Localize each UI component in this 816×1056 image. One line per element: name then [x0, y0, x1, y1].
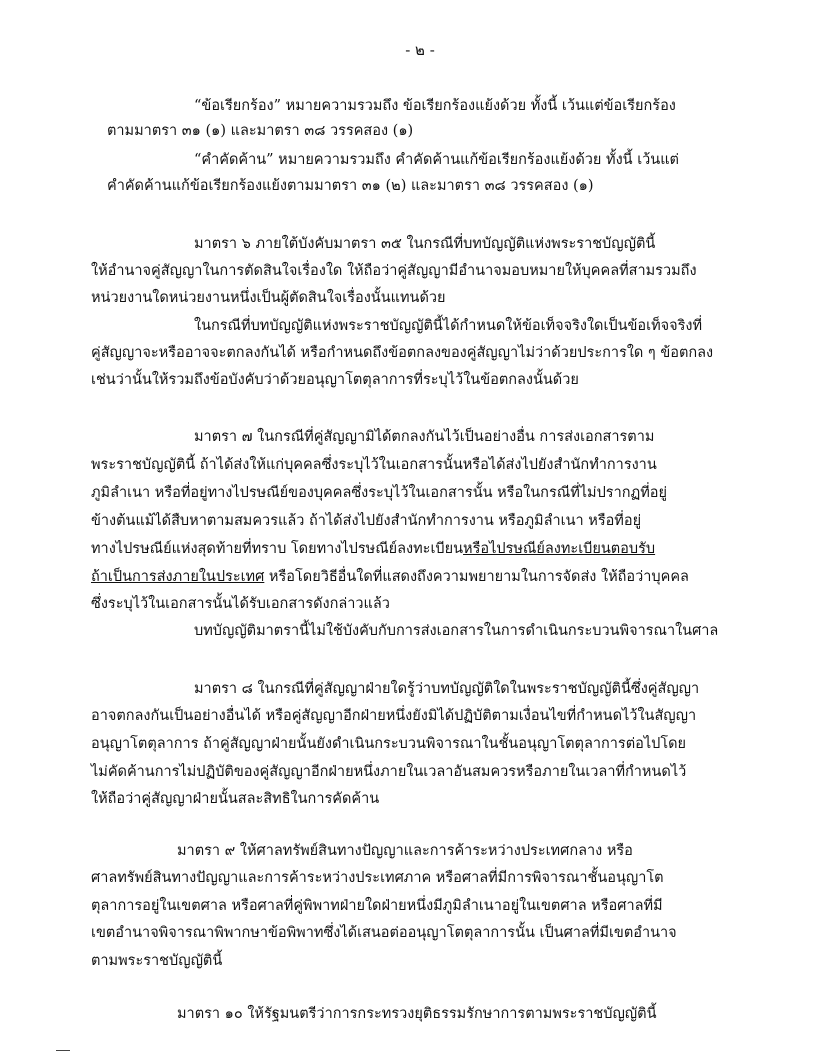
section-6-line-3: หน่วยงานใดหน่วยงานหนึ่งเป็นผู้ตัดสินใจเรื่องนั้นแทนด้วย	[91, 290, 446, 306]
section-8-line-5: ให้ถือว่าคู่สัญญาฝ่ายนั้นสละสิทธิในการคัดค้าน	[91, 791, 380, 807]
section-6-para-2-line-2: คู่สัญญาจะหรืออาจจะตกลงกันได้ หรือกำหนดถึงข้อตกลงของคู่สัญญาไม่ว่าด้วยประการใด ๆ ข้อตกลง	[91, 345, 714, 361]
section-9-line-3: ตุลาการอยู่ในเขตศาล หรือศาลที่คู่พิพาทฝ่ายใดฝ่ายหนึ่งมีภูมิลำเนาอยู่ในเขตศาล หรือศาลที่มี	[91, 898, 663, 914]
definition-objection-line-1: “คำคัดค้าน” หมายความรวมถึง คำคัดค้านแก้ข้อเรียกร้องแย้งด้วย ทั้งนี้ เว้นแต่	[194, 152, 679, 168]
page-number: - ๒ -	[405, 41, 435, 59]
section-9-line-5: ตามพระราชบัญญัตินี้	[91, 953, 223, 969]
section-6-line-1: มาตรา ๖ ภายใต้บังคับมาตรา ๓๕ ในกรณีที่บทบัญญัติแห่งพระราชบัญญัตินี้	[194, 236, 656, 252]
section-7-line-3: ภูมิลำเนา หรือที่อยู่ทางไปรษณีย์ของบุคคลซึ่งระบุไว้ในเอกสารนั้น หรือในกรณีที่ไม่ปรากฏที่อยู่	[91, 485, 668, 501]
section-7-line-7: ซึ่งระบุไว้ในเอกสารนั้นได้รับเอกสารดังกล่าวแล้ว	[91, 596, 390, 612]
section-6-para-2-line-3: เช่นว่านั้นให้รวมถึงข้อบังคับว่าด้วยอนุญาโตตุลาการที่ระบุไว้ในข้อตกลงนั้นด้วย	[91, 372, 579, 388]
section-7-line-6	[91, 567, 689, 587]
section-7-line-2: พระราชบัญญัตินี้ ถ้าได้ส่งให้แก่บุคคลซึ่งระบุไว้ในเอกสารนั้นหรือได้ส่งไปยังสำนักทำการงาน	[91, 457, 657, 473]
amendment-underlined-text: หรือไปรษณีย์ลงทะเบียนตอบรับ	[463, 541, 656, 557]
section-7-para-2: บทบัญญัติมาตรานี้ไม่ใช้บังคับกับการส่งเอกสารในการดำเนินกระบวนพิจารณาในศาล	[194, 623, 719, 639]
section-7-line-5-text: ทางไปรษณีย์แห่งสุดท้ายที่ทราบ โดยทางไปรษณีย์ลงทะเบียน	[91, 541, 464, 557]
section-9-line-4: เขตอำนาจพิจารณาพิพากษาข้อพิพาทซึ่งได้เสนอต่ออนุญาโตตุลาการนั้น เป็นศาลที่มีเขตอำนาจ	[91, 925, 677, 941]
section-9-line-2: ศาลทรัพย์สินทางปัญญาและการค้าระหว่างประเทศภาค หรือศาลที่มีการพิจารณาชั้นอนุญาโต	[91, 870, 664, 886]
amendment-underlined-text-2: ถ้าเป็นการส่งภายในประเทศ	[91, 569, 265, 585]
definition-claim-line-1: “ข้อเรียกร้อง” หมายความรวมถึง ข้อเรียกร้องแย้งด้วย ทั้งนี้ เว้นแต่ข้อเรียกร้อง	[194, 98, 676, 114]
section-7-line-6-text: หรือโดยวิธีอื่นใดที่แสดงถึงความพยายามในการจัดส่ง ให้ถือว่าบุคคล	[264, 569, 689, 585]
section-9-line-1: มาตรา ๙ ให้ศาลทรัพย์สินทางปัญญาและการค้าระหว่างประเทศกลาง หรือ	[177, 843, 633, 859]
section-7-line-1: มาตรา ๗ ในกรณีที่คู่สัญญามิได้ตกลงกันไว้เป็นอย่างอื่น การส่งเอกสารตาม	[194, 429, 655, 445]
section-8-line-1: มาตรา ๘ ในกรณีที่คู่สัญญาฝ่ายใดรู้ว่าบทบัญญัติใดในพระราชบัญญัตินี้ซึ่งคู่สัญญา	[194, 681, 700, 697]
definition-claim-line-2: ตามมาตรา ๓๑ (๑) และมาตรา ๓๘ วรรคสอง (๑)	[107, 123, 414, 139]
scan-mark	[56, 1050, 70, 1051]
section-7-line-5	[91, 539, 655, 559]
definition-objection-line-2: คำคัดค้านแก้ข้อเรียกร้องแย้งตามมาตรา ๓๑ (๒) และมาตรา ๓๘ วรรคสอง (๑)	[107, 178, 594, 194]
section-8-line-3: อนุญาโตตุลาการ ถ้าคู่สัญญาฝ่ายนั้นยังดำเนินกระบวนพิจารณาในชั้นอนุญาโตตุลาการต่อไปโดย	[91, 736, 687, 752]
section-10-line-1: มาตรา ๑๐ ให้รัฐมนตรีว่าการกระทรวงยุติธรรมรักษาการตามพระราชบัญญัตินี้	[177, 1006, 657, 1022]
section-6-line-2: ให้อำนาจคู่สัญญาในการตัดสินใจเรื่องใด ให้ถือว่าคู่สัญญามีอำนาจมอบหมายให้บุคคลที่สามรวมถึง	[91, 263, 697, 279]
section-8-line-4: ไม่คัดค้านการไม่ปฏิบัติของคู่สัญญาอีกฝ่ายหนึ่งภายในเวลาอันสมควรหรือภายในเวลาที่กำหนดไว้	[91, 764, 687, 780]
section-7-line-4: ข้างต้นแม้ได้สืบหาตามสมควรแล้ว ถ้าได้ส่งไปยังสำนักทำการงาน หรือภูมิลำเนา หรือที่อยู่	[91, 513, 642, 529]
section-6-para-2-line-1: ในกรณีที่บทบัญญัติแห่งพระราชบัญญัตินี้ได้กำหนดให้ข้อเท็จจริงใดเป็นข้อเท็จจริงที่	[194, 318, 703, 334]
section-8-line-2: อาจตกลงกันเป็นอย่างอื่นได้ หรือคู่สัญญาอีกฝ่ายหนึ่งยังมิได้ปฏิบัติตามเงื่อนไขที่กำหนดไว้ในสัญญา	[91, 708, 697, 724]
